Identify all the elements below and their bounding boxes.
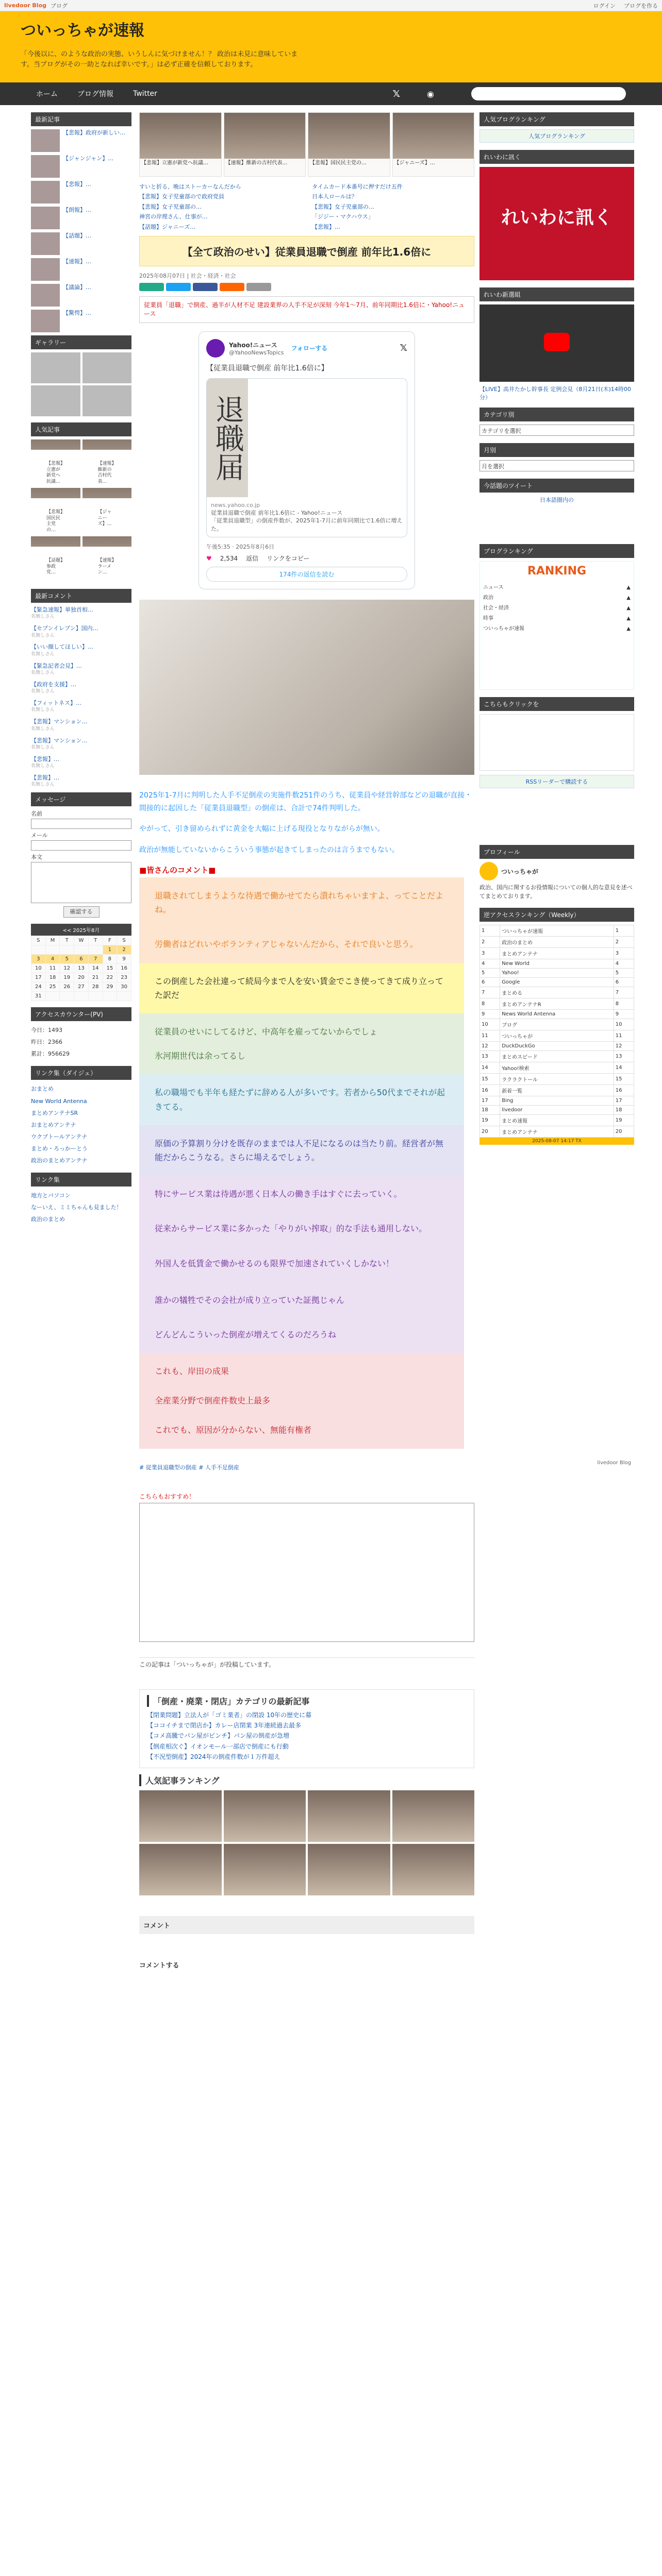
comments-heading: ■皆さんのコメント■ xyxy=(139,866,216,875)
access-cell: 1 xyxy=(614,925,634,937)
access-cell: 4 xyxy=(480,959,500,969)
access-cell: まとめアンテナ xyxy=(500,948,614,959)
access-cell: 政治のまとめ xyxy=(500,937,614,948)
access-cell: 9 xyxy=(480,1010,500,1019)
article-paragraph: やがって、引き留められずに黄金を大幅に上げる現役となりながらが無い。 xyxy=(139,825,385,834)
access-cell: Bing xyxy=(500,1096,614,1106)
access-cell: 1 xyxy=(480,925,500,937)
site-header xyxy=(0,11,662,82)
banner-title: れいわに訊く xyxy=(479,150,634,164)
ranking-item[interactable] xyxy=(139,1790,222,1842)
brand-sub: ブログ xyxy=(51,2,68,9)
thumbnail xyxy=(31,310,60,332)
access-ranking-title: 逆アクセスランキング（Weekly） xyxy=(479,908,634,922)
links2-title: リンク集 xyxy=(31,1173,131,1187)
source-quote[interactable]: 従業員「退職」で倒産、過半が人材不足 建設業界の人手不足が深刻 今年1～7月、前年同期比1.6倍に・Yahoo!ニュース xyxy=(139,296,474,323)
ranking-item[interactable] xyxy=(392,1790,475,1842)
comment-form-heading: コメントする xyxy=(139,1961,179,1970)
comment-item[interactable]: 【悲報】… 名無しさん xyxy=(31,755,59,769)
gallery-image[interactable] xyxy=(82,352,132,383)
comment-block: この倒産した会社違って続局今まで人を安い賃金でこき使ってきて成り立ってた訳だ xyxy=(139,963,464,1013)
access-row[interactable] xyxy=(480,978,634,987)
comment-item[interactable]: 【政府を支援】… 名無しさん xyxy=(31,681,76,694)
featured-thumb[interactable]: 【悲報】立憲が新党へ抗議… xyxy=(139,112,222,177)
site-description: 「今後以に、のような政治の実態、いうしんに気づけません！？ 政治は未見に意味しています。当ブログがその一助となれば幸いです。」は必ず正確を信頼しております。 xyxy=(21,50,298,69)
ranking-brand[interactable]: RANKING xyxy=(527,565,587,578)
profile-name[interactable]: ついっちゃが xyxy=(501,868,539,875)
brand-logo[interactable]: livedoor Blog xyxy=(4,2,47,9)
author-line: この記事は「ついっちゃが」が投稿しています。 xyxy=(139,1657,474,1669)
share-twitter-button[interactable] xyxy=(166,283,191,291)
comment-block: 原価の予算割り分けを既存のままでは人不足になるのは当たり前。経営者が無能だからこうなる。さらに場えるでしょう。 xyxy=(139,1125,464,1176)
comment-block: これも、岸田の成果 全産業分野で倒産件数史上最多 これでも、原因が分からない、無能有権者 xyxy=(139,1353,464,1449)
comment-item[interactable]: 【フィットネス】… 名無しさん xyxy=(31,700,82,713)
category-latest: 「倒産・廃業・閉店」カテゴリの最新記事 【閉業問題】立法人が「ゴミ業者」の閉設 10年の歴史に幕 【ココイチまで閉店か】カレー店閉業 3年連続過去最多 【コメ高騰でパン屋がピンチ】パン屋の倒産が急増 【倒産相次ぐ】イオンモール一部店で倒産にも行動 【不況型倒産】2024年の倒産件数が１万件超え xyxy=(139,1689,474,1768)
access-cell: まとめアンテナ xyxy=(500,1126,614,1138)
thumbnail xyxy=(31,258,60,281)
tweets-box[interactable]: 日本語圏内の xyxy=(540,497,574,503)
nav-blog-info[interactable]: ブログ情報 xyxy=(77,90,113,98)
top-bar xyxy=(0,0,662,11)
share-hatena-button[interactable] xyxy=(220,283,244,291)
access-row[interactable] xyxy=(480,937,634,948)
right-sidebar xyxy=(479,112,634,1145)
access-date: 2025-08-07 14:17 TX xyxy=(479,1138,634,1145)
access-cell: 15 xyxy=(614,1074,634,1085)
category-title: カテゴリ別 xyxy=(479,408,634,421)
gallery-image[interactable] xyxy=(82,385,132,416)
access-cell: 9 xyxy=(614,1010,634,1019)
article-tags[interactable]: # 従業員退職型の倒産 # 人手不足倒産 xyxy=(139,1464,239,1471)
read-replies-button[interactable]: 174件の返信を読む xyxy=(206,567,407,582)
access-row[interactable] xyxy=(480,1019,634,1030)
access-row[interactable] xyxy=(480,969,634,978)
access-cell: 17 xyxy=(614,1096,634,1106)
confirm-button[interactable]: 確認する xyxy=(63,906,100,918)
comment-block: 特にサービス業は待遇が悪く日本人の働き手はすぐに去っていく。 従来からサービス業に多かった「やりがい搾取」的な手法も通用しない。 外国人を低賃金で働かせるのも限界で加速されていくしかない！ xyxy=(139,1176,464,1282)
access-cell: 6 xyxy=(614,978,634,987)
blog-ranking-box: RANKING ニュース ▲ 政治 ▲ 社会・経済 ▲ 時事 ▲ ついっちゃが速報 ▲ xyxy=(479,561,634,690)
access-cell: 7 xyxy=(480,987,500,998)
tweet-text: 【従業員退職で倒産 前年比1.6倍に】 xyxy=(206,364,328,372)
featured-thumbs xyxy=(139,112,474,177)
ranking-item[interactable] xyxy=(392,1844,475,1895)
ranking2-title: ブログランキング xyxy=(479,544,634,558)
popular-item[interactable]: 【話題】参政党… xyxy=(31,536,80,583)
comment-blocks xyxy=(139,877,464,1449)
access-cell: 11 xyxy=(480,1030,500,1042)
featured-thumb[interactable]: 【速報】維新の吉村代表… xyxy=(224,112,306,177)
access-cell: ブログ xyxy=(500,1019,614,1030)
tweet-card[interactable]: 退職届 news.yahoo.co.jp 従業員退職で倒産 前年比1.6倍に - Yahoo!ニュース 「従業員退職型」の倒産件数が、2025年1-7月に前年同期比で1.6倍に増えた。 xyxy=(206,378,407,538)
ranking-item[interactable] xyxy=(224,1790,306,1842)
heart-icon[interactable]: ♥ xyxy=(206,554,212,562)
like-count: 2,534 xyxy=(220,554,238,562)
access-row[interactable] xyxy=(480,959,634,969)
access-cell: livedoor xyxy=(500,1106,614,1115)
link-list: おまとめ New World Antenna まとめアンテナSR おまとめアンテナ ウクブトールアンテナ まとめ・ろっかーとう 政治のまとめアンテナ xyxy=(31,1086,88,1164)
comment-item[interactable]: 【悲報】マンション… 名無しさん xyxy=(31,737,88,750)
recent-item[interactable]: 【悲報】… xyxy=(31,181,131,204)
popular-grid xyxy=(31,439,131,583)
access-cell: Yahoo! xyxy=(500,969,614,978)
article-title: 【全て政治のせい】従業員退職で倒産 前年比1.6倍に xyxy=(139,236,474,266)
access-cell: 19 xyxy=(614,1115,634,1126)
archive-select[interactable]: 月を選択 xyxy=(479,460,634,471)
recent-item[interactable]: 【驚愕】… xyxy=(31,310,131,332)
access-row[interactable] xyxy=(480,1115,634,1126)
avatar[interactable] xyxy=(206,339,225,358)
comment-item[interactable]: 【緊急速報】単独首相… 名無しさん xyxy=(31,606,93,620)
access-title: アクセスカウンター(PV) xyxy=(31,1007,131,1021)
access-row[interactable] xyxy=(480,987,634,998)
mail-label: メール xyxy=(31,832,48,839)
search-input[interactable] xyxy=(471,87,626,100)
access-cell: New World xyxy=(500,959,614,969)
access-cell: DuckDuckGo xyxy=(500,1042,614,1051)
recent-item[interactable]: 【悲報】政府が新しい… xyxy=(31,129,131,152)
share-pocket-button[interactable] xyxy=(246,283,271,291)
access-cell: 16 xyxy=(480,1085,500,1096)
gallery-image[interactable] xyxy=(31,352,80,383)
reply-button[interactable]: 返信 xyxy=(246,555,259,563)
access-row[interactable] xyxy=(480,1085,634,1096)
tweet-handle: @YahooNewsTopics xyxy=(229,349,284,356)
thumbnail xyxy=(31,284,60,307)
create-blog-link[interactable]: ブログを作る xyxy=(624,2,658,9)
share-buttons xyxy=(139,283,474,291)
embedded-tweet xyxy=(198,331,415,590)
access-cell: 14 xyxy=(614,1062,634,1074)
access-cell: 18 xyxy=(614,1106,634,1115)
access-cell: 18 xyxy=(480,1106,500,1115)
popular-title: 人気記事 xyxy=(31,422,131,436)
body-label: 本文 xyxy=(31,854,42,861)
comments-title: 最新コメント xyxy=(31,589,131,603)
access-cell: 20 xyxy=(614,1126,634,1138)
nav-twitter[interactable]: Twitter xyxy=(133,90,157,98)
article-paragraph: 政治が無能していないからこういう事態が起きてしまったのは言うまでもない。 xyxy=(139,845,399,854)
access-cell: ラクラクトール xyxy=(500,1074,614,1085)
share-line-button[interactable] xyxy=(139,283,164,291)
category-select[interactable]: カテゴリを選択 xyxy=(479,425,634,436)
access-cell: 11 xyxy=(614,1030,634,1042)
ranking-link[interactable]: 人気ブログランキング xyxy=(479,129,634,143)
article-meta: 2025年08月07日 | 社会・経済・社会 xyxy=(139,272,236,279)
calendar-header[interactable]: << 2025年8月 xyxy=(31,924,131,936)
access-cell: 5 xyxy=(614,969,634,978)
ranking3-title: こちらもクリックを xyxy=(479,697,634,711)
thumbnail xyxy=(31,181,60,204)
thumbnail xyxy=(31,232,60,255)
archive-title: 月別 xyxy=(479,443,634,457)
thumbnail xyxy=(31,207,60,229)
x-icon[interactable]: 𝕏 xyxy=(392,88,401,99)
video-player[interactable] xyxy=(479,304,634,401)
access-ranking xyxy=(479,925,634,1145)
ranking-item[interactable] xyxy=(224,1844,306,1895)
access-cell: News World Antenna xyxy=(500,1010,614,1019)
video-title: れいわ新選組 xyxy=(479,287,634,301)
access-row[interactable] xyxy=(480,1042,634,1051)
access-cell: 3 xyxy=(614,948,634,959)
access-cell: まとめる xyxy=(500,987,614,998)
article-photo xyxy=(139,600,474,775)
comment-item[interactable]: 【いい顔してほしい】… 名無しさん xyxy=(31,643,93,657)
comment-block: 誰かの犠牲でその会社が成り立っていた証拠じゃん どんどんこういった倒産が増えてくるのだろうね xyxy=(139,1282,464,1353)
recent-item[interactable]: 【議論】… xyxy=(31,284,131,307)
message-form xyxy=(31,809,131,918)
popular-ranking xyxy=(139,1774,474,1895)
name-label: 名前 xyxy=(31,810,42,818)
thumbnail xyxy=(31,155,60,178)
login-link[interactable]: ログイン xyxy=(593,2,616,9)
access-row[interactable] xyxy=(480,1051,634,1062)
play-icon[interactable] xyxy=(544,333,570,351)
tweet-author[interactable]: Yahoo!ニュース xyxy=(229,341,277,349)
popular-item[interactable]: 【ジャニーズ】… xyxy=(82,488,132,534)
reiwa-banner[interactable]: れいわに訊く xyxy=(479,167,634,280)
access-cell: ついっちゃが xyxy=(500,1030,614,1042)
message-title: メッセージ xyxy=(31,792,131,806)
access-cell: 13 xyxy=(480,1051,500,1062)
recommend-heading: こちらもおすすめ！ xyxy=(139,1493,195,1500)
card-image: 退職届 xyxy=(207,379,248,497)
comment-block: 従業員のせいにしてるけど、中高年を雇ってないからでしょ 氷河期世代は余ってるし xyxy=(139,1013,464,1074)
popular-item[interactable]: 【悲報】立憲が新党へ抗議… xyxy=(31,439,80,486)
access-row[interactable] xyxy=(480,1010,634,1019)
ranking-item[interactable] xyxy=(139,1844,222,1895)
ranking3-box[interactable] xyxy=(479,714,634,771)
tweets-title: 今話題のツイート xyxy=(479,479,634,493)
comment-item[interactable]: 【緊急記者会見】… 名無しさん xyxy=(31,662,82,676)
access-cell: Google xyxy=(500,978,614,987)
recent-item[interactable]: 【朗報】… xyxy=(31,207,131,229)
ranking-title: 人気記事ランキング xyxy=(139,1774,474,1786)
ranking-item[interactable] xyxy=(308,1844,390,1895)
thumbnail xyxy=(31,129,60,152)
access-row[interactable] xyxy=(480,998,634,1010)
article-paragraph: 2025年1-7月に判明した人手不足倒産の実施件数251件のうち、従業員や経営幹部などの退職が直接・間接的に起因した「従業員退職型」の倒産は、合計で74件判明した。 xyxy=(139,791,472,812)
ranking-item[interactable] xyxy=(308,1790,390,1842)
link-list-2: 地方とパソコン なーいえ、ミミちゃんも見ました！ 政治のまとめ xyxy=(31,1192,122,1223)
access-cell: 4 xyxy=(614,959,634,969)
main-nav xyxy=(0,82,662,105)
copy-link-button[interactable]: リンクをコピー xyxy=(267,555,310,563)
comment-item[interactable]: 【セブンイレブン】国内… 名無しさん xyxy=(31,625,98,638)
popular-item[interactable]: 【速報】ラーメン… xyxy=(82,536,132,583)
access-cell: 17 xyxy=(480,1096,500,1106)
x-icon[interactable]: 𝕏 xyxy=(400,343,407,354)
comment-block: 私の職場でも半年も経たずに辞める人が多いです。若者から50代までそれが起きてる。 xyxy=(139,1074,464,1125)
access-cell: 12 xyxy=(614,1042,634,1051)
recent-item[interactable]: 【話題】… xyxy=(31,232,131,255)
comment-block: 退職されてしまうような待遇で働かせてたら潰れちゃいますよ、ってことだよね。 労働者はどれいやボランティアじゃないんだから、それで良いと思う。 xyxy=(139,877,464,963)
calendar: << 2025年8月 S M T W T F S 1 2 3 4 5 6 7 8 9 10 11 12 13 14 15 16 17 18 19 20 21 22 23 24 25 26 27 28 29 30 31 xyxy=(31,924,131,1001)
recent-title: 最新記事 xyxy=(31,112,131,126)
access-row[interactable] xyxy=(480,1126,634,1138)
featured-thumb[interactable]: 【悲報】国民民主党の… xyxy=(308,112,390,177)
access-cell: まとめ速報 xyxy=(500,1115,614,1126)
access-cell: 6 xyxy=(480,978,500,987)
tweet-time[interactable]: 午後5:35 · 2025年8月6日 xyxy=(206,544,275,551)
footer-brand[interactable]: livedoor Blog xyxy=(597,1460,631,1466)
access-cell: 8 xyxy=(480,998,500,1010)
follow-link[interactable]: フォローする xyxy=(291,345,328,352)
access-cell: 5 xyxy=(480,969,500,978)
access-row[interactable] xyxy=(480,1062,634,1074)
access-cell: Yahoo!検索 xyxy=(500,1062,614,1074)
featured-thumb[interactable]: 【ジャニーズ】… xyxy=(392,112,475,177)
share-facebook-button[interactable] xyxy=(193,283,218,291)
gallery-title: ギャラリー xyxy=(31,335,131,349)
access-cell: 3 xyxy=(480,948,500,959)
access-cell: 8 xyxy=(614,998,634,1010)
access-cell: 16 xyxy=(614,1085,634,1096)
popular-item[interactable]: 【悲報】国民民主党の… xyxy=(31,488,80,534)
access-row[interactable] xyxy=(480,925,634,937)
gallery xyxy=(31,352,131,416)
access-cell: 2 xyxy=(614,937,634,948)
comment-item[interactable]: 【悲報】マンション… 名無しさん xyxy=(31,718,88,732)
profile-title: プロフィール xyxy=(479,845,634,859)
recent-item[interactable]: 【速報】… xyxy=(31,258,131,281)
access-cell: 新着一覧 xyxy=(500,1085,614,1096)
access-cell: 15 xyxy=(480,1074,500,1085)
access-cell: 10 xyxy=(614,1019,634,1030)
comment-item[interactable]: 【悲報】… 名無しさん xyxy=(31,774,59,788)
video-caption[interactable]: 【LIVE】高井たかし幹事長 定例会見（8月21日(木)14時00分） xyxy=(479,386,631,401)
left-sidebar xyxy=(31,112,131,1231)
comment-section-bar: コメント xyxy=(139,1916,474,1934)
recent-item[interactable]: 【ジャンジャン】… xyxy=(31,155,131,178)
access-cell: 13 xyxy=(614,1051,634,1062)
recommend-area xyxy=(139,1503,474,1642)
access-cell: 14 xyxy=(480,1062,500,1074)
access-cell: 2 xyxy=(480,937,500,948)
gallery-image[interactable] xyxy=(31,385,80,416)
access-row[interactable] xyxy=(480,1106,634,1115)
access-cell: まとめアンテナR xyxy=(500,998,614,1010)
rss-link[interactable]: RSSリーダーで購読する xyxy=(479,775,634,788)
access-cell: まとめスピード xyxy=(500,1051,614,1062)
popular-item[interactable]: 【速報】維新の吉村代表… xyxy=(82,439,132,486)
site-title[interactable]: ついっちゃが速報 xyxy=(21,22,144,40)
profile-desc: 政治、国内に関するお役情報についての個人的な意見を述べてまとめております。 xyxy=(479,884,633,900)
main-content xyxy=(139,112,474,1970)
body-field[interactable] xyxy=(31,862,131,903)
nav-home[interactable]: ホーム xyxy=(36,90,58,98)
name-field[interactable] xyxy=(31,819,131,829)
avatar[interactable] xyxy=(479,862,498,880)
ranking-title: 人気ブログランキング xyxy=(479,112,634,126)
rss-icon[interactable]: ◉ xyxy=(427,89,434,99)
access-row[interactable] xyxy=(480,1074,634,1085)
category-latest-title: 「倒産・廃業・閉店」カテゴリの最新記事 xyxy=(147,1695,467,1707)
access-cell: ついっちゃが速報 xyxy=(500,925,614,937)
access-cell: 12 xyxy=(480,1042,500,1051)
headline-list: すいと折る、晩はストーカーなんだから タイムカード本番号に押すだけ五件 【悲報】女子児童部ので政府党員 日本人ロールは？ 【悲報】女子児童部の… 【悲報】女子児童部の… 神宮の岸理さん、仕事が… 「ジジー・マクハウス」 【話題】ジャニーズ… 【悲報】… xyxy=(139,183,403,230)
access-cell: 20 xyxy=(480,1126,500,1138)
access-row[interactable] xyxy=(480,948,634,959)
access-cell: 10 xyxy=(480,1019,500,1030)
access-counter: 今日：1493 昨日：2366 累計：956629 xyxy=(31,1027,70,1058)
mail-field[interactable] xyxy=(31,840,131,851)
links-title: リンク集（ダイジェ） xyxy=(31,1066,131,1080)
access-row[interactable] xyxy=(480,1030,634,1042)
access-row[interactable] xyxy=(480,1096,634,1106)
access-cell: 7 xyxy=(614,987,634,998)
access-cell: 19 xyxy=(480,1115,500,1126)
